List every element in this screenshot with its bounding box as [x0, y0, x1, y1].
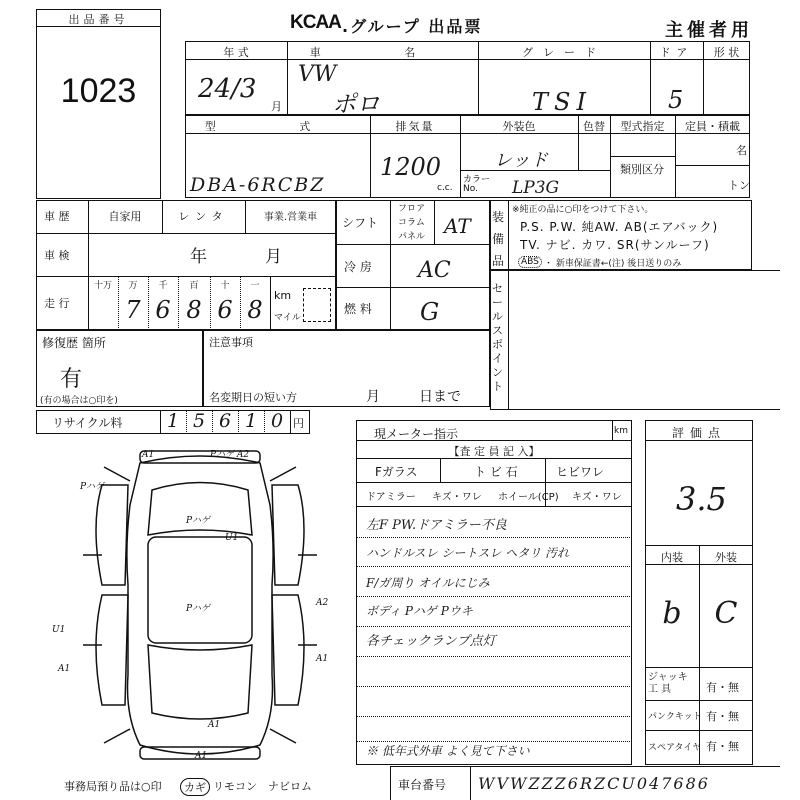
shift-panel[interactable]: パネル [398, 232, 426, 242]
type-designation-header: 型式指定 [620, 120, 665, 133]
shift-value: AT [444, 214, 471, 238]
color-value: レッド [494, 150, 548, 171]
lot-number: 1023 [60, 72, 137, 110]
f-glass-label: Fガラス [375, 465, 418, 479]
category-label: 類別区分 [620, 163, 664, 176]
aircon-value: AC [418, 258, 451, 283]
history-label: 車 歴 [44, 210, 70, 223]
diagram-mark: Pハゲ [80, 482, 105, 492]
business-option: 事業.営業車 [263, 212, 318, 223]
interior-label: 内装 [661, 551, 683, 564]
model-code-value: DBA-6RCBZ [190, 174, 326, 196]
fuel-label: 燃 料 [344, 302, 372, 316]
sales-point-area [490, 270, 780, 410]
km-unit: km [274, 289, 292, 302]
aircon-label: 冷 房 [344, 260, 372, 274]
recycle-digit: 1 [166, 410, 180, 432]
inspector-comment: ハンドルスレ シートスレ ヘタリ 汚れ [366, 546, 569, 560]
notes-label: 注意事項 [209, 336, 253, 349]
mileage-digit: 8 [247, 296, 263, 324]
recycle-unit: 円 [293, 417, 304, 430]
diagram-mark: U1 [52, 625, 66, 635]
inspector-footer-note: ※ 低年式外車 よく見て下さい [366, 744, 530, 758]
car-damage-diagram [52, 445, 329, 770]
equipment-line-1: P.S. P.W. 純AW. AB(エアバック) [520, 220, 719, 234]
digit-head: 十万 [93, 281, 112, 291]
diagram-mark: Pハゲ [186, 604, 211, 614]
chassis-number-label: 車台番号 [398, 778, 447, 792]
wheel-options[interactable]: キズ・ワレ [572, 492, 622, 503]
color-no-value: LP3G [512, 178, 560, 198]
diagram-mark: A1 [58, 664, 71, 674]
diagram-mark: Pハゲ A2 [210, 450, 250, 460]
displacement-value: 1200 [380, 153, 442, 181]
inspector-comment: F/ガ周り オイルにじみ [366, 576, 490, 590]
f-glass-crack[interactable]: ヒビワレ [556, 465, 605, 479]
puncture-kit-label: パンクキット [648, 712, 702, 722]
shift-floor[interactable]: フロア [398, 204, 426, 214]
key-option[interactable]: カギ [180, 778, 210, 796]
interior-grade: b [662, 596, 682, 631]
digit-head: 一 [250, 281, 260, 291]
organizer-label: 主催者用 [665, 20, 753, 41]
door-mirror-label: ドアミラー [366, 492, 416, 503]
equipment-side-label: 装備品 [492, 210, 505, 268]
puncture-kit-value[interactable]: 有・無 [706, 710, 739, 723]
mile-unit: マイル [274, 313, 301, 323]
recycle-label: リサイクル料 [52, 416, 123, 430]
cc-unit: c.c. [437, 183, 453, 193]
name-change-label: 名変期日の短い方 [209, 391, 297, 404]
wheel-label: ホイール(CP) [498, 492, 559, 503]
spare-tire-value[interactable]: 有・無 [706, 740, 739, 753]
diagram-mark: A1 [316, 654, 329, 664]
abs-option: ABS [518, 256, 542, 268]
tons-unit: トン [728, 179, 750, 192]
repair-history-label: 修復歴 箇所 [42, 336, 106, 350]
diagram-mark: Pハゲ [186, 516, 211, 526]
year-value: 24/3 [198, 74, 257, 104]
meter-label: 現メーター指示 [374, 427, 459, 441]
f-glass-options[interactable]: ト ビ 石 [474, 465, 518, 479]
exterior-grade: C [714, 596, 738, 631]
capacity-header: 定員・積載 [685, 120, 740, 133]
inspector-comment: 各チェックランプ点灯 [366, 634, 496, 649]
rental-option: レンタ [178, 210, 229, 223]
diagram-mark: A1 [208, 720, 221, 730]
equipment-line-2: TV. ナビ. カワ. SR(サンルーフ) [520, 238, 710, 252]
color-no-label: カラー No. [463, 175, 491, 194]
inspection-label: 車 検 [44, 249, 70, 262]
form-title: .グループ 出品票 [342, 17, 483, 36]
grade-value: TSI [532, 88, 592, 116]
recycle-digit: 5 [192, 410, 206, 432]
digit-head: 百 [189, 281, 199, 291]
repair-history-value: 有 [60, 367, 83, 392]
displacement-header: 排気量 [395, 120, 435, 133]
mile-checkbox[interactable] [303, 288, 331, 322]
inspection-month-unit: 月 [265, 247, 282, 267]
exterior-label: 外装 [715, 551, 737, 564]
name-change-day: 日まで [419, 389, 461, 405]
inspector-comment: 左F PW.ドアミラー不良 [366, 518, 507, 533]
equipment-note: ※純正の品に○印をつけて下さい。 [512, 205, 654, 215]
jack-value[interactable]: 有・無 [706, 681, 739, 694]
office-items-label: 事務局預り品は○印 [64, 780, 162, 793]
private-use-option: 自家用 [108, 210, 142, 223]
fuel-value: G [420, 298, 440, 326]
shift-label: シフト [342, 216, 379, 230]
recycle-digit: 6 [218, 410, 232, 432]
recycle-digit: 1 [244, 410, 258, 432]
brand-logo: KCAA [290, 12, 341, 33]
sales-point-label: セールスポイント [492, 282, 503, 393]
navi-rom-option[interactable]: ナビロム [268, 780, 312, 793]
recycle-digit: 0 [270, 410, 284, 432]
mileage-digit: 8 [186, 296, 202, 324]
digit-head: 十 [220, 281, 230, 291]
diagram-mark: A1 [195, 751, 208, 761]
maker-value: VW [298, 62, 337, 87]
door-value: 5 [668, 86, 684, 114]
persons-unit: 名 [736, 144, 747, 157]
jack-label: ジャッキ 工 具 [648, 672, 688, 695]
grade-header: グレード [522, 46, 606, 59]
color-header: 外装色 [502, 120, 536, 133]
mileage-digit: 6 [155, 296, 171, 324]
type-header: 型 式 [204, 120, 351, 133]
rating-score: 3.5 [676, 480, 727, 518]
shape-header: 形 状 [713, 46, 740, 59]
mileage-label: 走 行 [44, 297, 70, 310]
inspector-header: 【査 定 員 記 入】 [448, 445, 540, 458]
rating-label: 評価点 [671, 426, 726, 440]
repair-history-sub: (有の場合は○印を) [40, 396, 118, 406]
warranty-option: ・ 新車保証書←(注) 後日送りのみ [544, 259, 682, 269]
mileage-digit: 6 [217, 296, 233, 324]
chassis-number-value: WVWZZZ6RZCU047686 [478, 774, 710, 793]
diagram-mark: A1 [142, 450, 155, 460]
digit-head: 千 [158, 281, 168, 291]
shift-column[interactable]: コラム [398, 218, 425, 228]
remote-option[interactable]: リモコン [213, 780, 257, 793]
diagram-mark: A2 [316, 598, 329, 608]
mileage-digit: 7 [125, 296, 141, 324]
model-value: ポロ [332, 90, 380, 118]
inspection-year-unit: 年 [190, 247, 207, 267]
meter-km-unit: km [614, 426, 628, 436]
month-unit: 月 [271, 100, 282, 113]
digit-head: 万 [128, 281, 138, 291]
recolor-header: 色替 [583, 120, 605, 133]
spare-tire-label: スペアタイヤ [648, 743, 702, 753]
diagram-mark: U1 [225, 533, 239, 543]
inspector-comment: ボディ Pハゲ Pウキ [366, 604, 473, 618]
door-header: ドア [659, 46, 694, 59]
door-mirror-options[interactable]: キズ・ワレ [432, 492, 482, 503]
lot-number-label: 出品番号 [68, 13, 129, 26]
year-header: 年 式 [223, 46, 249, 59]
name-header: 車 名 [309, 46, 456, 59]
name-change-month: 月 [366, 389, 380, 405]
